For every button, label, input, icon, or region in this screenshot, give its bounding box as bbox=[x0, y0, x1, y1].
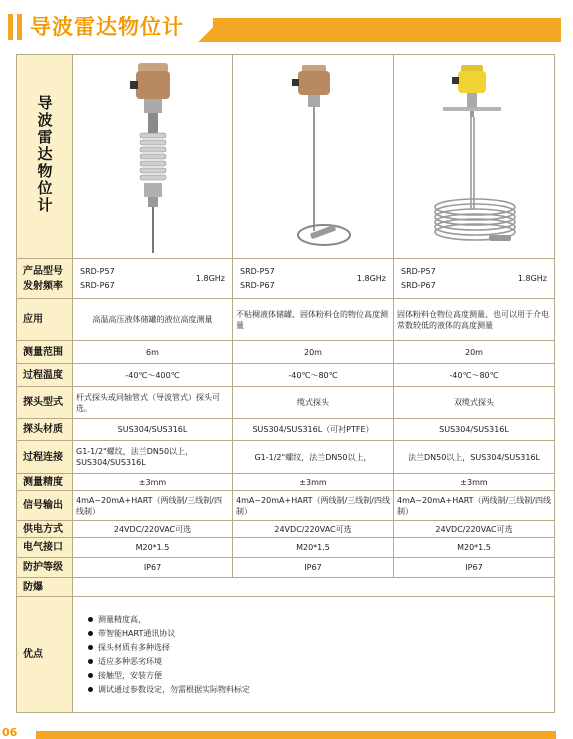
label-advantages: 优点 bbox=[17, 597, 73, 713]
page-footer bbox=[0, 726, 573, 739]
model-1a: SRD-P57 bbox=[80, 266, 115, 276]
value-electrical-1: M20*1.5 bbox=[73, 538, 233, 558]
value-accuracy-1: ±3mm bbox=[73, 474, 233, 491]
advantage-item: 接触型，安装方便 bbox=[88, 669, 551, 683]
row-connection bbox=[17, 441, 555, 474]
row-electrical bbox=[17, 538, 555, 558]
row-range bbox=[17, 341, 555, 364]
label-protection: 防护等级 bbox=[17, 558, 73, 578]
value-application-2: 不粘稠液体储罐、固体粉料仓的物位高度测量 bbox=[233, 299, 394, 341]
model-1b: SRD-P67 bbox=[80, 280, 115, 290]
footer-stripe bbox=[36, 731, 556, 739]
value-connection-1: G1-1/2"螺纹，法兰DN50以上，SUS304/SUS316L bbox=[73, 441, 233, 474]
value-power-1: 24VDC/220VAC可选 bbox=[73, 521, 233, 538]
product-image-3-cell bbox=[394, 55, 555, 259]
page-title: 导波雷达物位计 bbox=[30, 15, 184, 39]
value-temperature-2: -40℃～80℃ bbox=[233, 364, 394, 387]
value-protection-1: IP67 bbox=[73, 558, 233, 578]
row-probe-type bbox=[17, 387, 555, 419]
value-signal-3: 4mA~20mA+HART（两线制/三线制/四线制） bbox=[394, 491, 555, 521]
spec-table bbox=[16, 54, 555, 713]
row-probe-material bbox=[17, 419, 555, 441]
advantages-list bbox=[76, 613, 551, 697]
model-3a: SRD-P57 bbox=[401, 266, 436, 276]
value-range-1: 6m bbox=[73, 341, 233, 364]
label-model-frequency: 产品型号 发射频率 bbox=[17, 259, 73, 299]
value-protection-3: IP67 bbox=[394, 558, 555, 578]
advantage-item: 适应多种恶劣环境 bbox=[88, 655, 551, 669]
value-electrical-3: M20*1.5 bbox=[394, 538, 555, 558]
value-range-3: 20m bbox=[394, 341, 555, 364]
product-image-cable-probe bbox=[258, 59, 368, 255]
product-image-rod-probe bbox=[108, 59, 198, 255]
value-probe-type-3: 双缆式探头 bbox=[394, 387, 555, 419]
row-power bbox=[17, 521, 555, 538]
value-signal-2: 4mA~20mA+HART（两线制/三线制/四线制） bbox=[233, 491, 394, 521]
value-accuracy-3: ±3mm bbox=[394, 474, 555, 491]
advantages-cell bbox=[73, 597, 555, 713]
value-signal-1: 4mA~20mA+HART（两线制/三线制/四线制） bbox=[73, 491, 233, 521]
freq-3: 1.8GHz bbox=[517, 274, 547, 283]
row-temperature bbox=[17, 364, 555, 387]
row-protection bbox=[17, 558, 555, 578]
row-accuracy bbox=[17, 474, 555, 491]
image-row bbox=[17, 55, 555, 259]
label-explosion: 防爆 bbox=[17, 578, 73, 597]
freq-2: 1.8GHz bbox=[356, 274, 386, 283]
value-connection-3: 法兰DN50以上，SUS304/SUS316L bbox=[394, 441, 555, 474]
value-application-1: 高温高压液体储罐的液位高度测量 bbox=[73, 299, 233, 341]
side-title-cell bbox=[17, 55, 73, 259]
product-image-1-cell bbox=[73, 55, 233, 259]
page-number: 06 bbox=[2, 726, 18, 739]
value-explosion bbox=[73, 578, 555, 597]
value-probe-type-1: 杆式探头或同轴管式（导波管式）探头可选。 bbox=[73, 387, 233, 419]
value-protection-2: IP67 bbox=[233, 558, 394, 578]
value-temperature-1: -40℃～400℃ bbox=[73, 364, 233, 387]
advantage-item: 探头材质有多种选择 bbox=[88, 641, 551, 655]
model-3b: SRD-P67 bbox=[401, 280, 436, 290]
label-connection: 过程连接 bbox=[17, 441, 73, 474]
advantage-item: 带智能HART通讯协议 bbox=[88, 627, 551, 641]
side-title: 导波雷达物位计 bbox=[35, 95, 54, 214]
row-explosion bbox=[17, 578, 555, 597]
model-2a: SRD-P57 bbox=[240, 266, 275, 276]
label-accuracy: 测量精度 bbox=[17, 474, 73, 491]
cell-model-3 bbox=[394, 259, 555, 299]
value-probe-material-2: SUS304/SUS316L（可衬PTFE） bbox=[233, 419, 394, 441]
value-probe-type-2: 缆式探头 bbox=[233, 387, 394, 419]
row-advantages bbox=[17, 597, 555, 713]
label-probe-material: 探头材质 bbox=[17, 419, 73, 441]
freq-1: 1.8GHz bbox=[195, 274, 225, 283]
header-bar-left bbox=[8, 14, 13, 40]
header-bar-right bbox=[17, 14, 22, 40]
label-temperature: 过程温度 bbox=[17, 364, 73, 387]
label-range: 测量范围 bbox=[17, 341, 73, 364]
advantage-item: 测量精度高， bbox=[88, 613, 551, 627]
value-probe-material-3: SUS304/SUS316L bbox=[394, 419, 555, 441]
page-header bbox=[8, 10, 561, 44]
label-power: 供电方式 bbox=[17, 521, 73, 538]
value-accuracy-2: ±3mm bbox=[233, 474, 394, 491]
cell-model-2 bbox=[233, 259, 394, 299]
product-image-2-cell bbox=[233, 55, 394, 259]
label-electrical: 电气接口 bbox=[17, 538, 73, 558]
cell-model-1 bbox=[73, 259, 233, 299]
value-application-3: 固体粉料仓物位高度测量、也可以用于介电常数较低的液体的高度测量 bbox=[394, 299, 555, 341]
value-power-3: 24VDC/220VAC可选 bbox=[394, 521, 555, 538]
label-signal: 信号输出 bbox=[17, 491, 73, 521]
label-application: 应用 bbox=[17, 299, 73, 341]
row-application bbox=[17, 299, 555, 341]
row-signal bbox=[17, 491, 555, 521]
value-power-2: 24VDC/220VAC可选 bbox=[233, 521, 394, 538]
value-temperature-3: -40℃～80℃ bbox=[394, 364, 555, 387]
value-range-2: 20m bbox=[233, 341, 394, 364]
row-model-frequency bbox=[17, 259, 555, 299]
advantage-item: 调试通过参数设定，勿需根据实际物料标定 bbox=[88, 683, 551, 697]
model-2b: SRD-P67 bbox=[240, 280, 275, 290]
value-connection-2: G1-1/2"螺纹，法兰DN50以上， bbox=[233, 441, 394, 474]
value-probe-material-1: SUS304/SUS316L bbox=[73, 419, 233, 441]
value-electrical-2: M20*1.5 bbox=[233, 538, 394, 558]
label-probe-type: 探头型式 bbox=[17, 387, 73, 419]
header-stripe bbox=[213, 18, 561, 42]
product-image-twin-cable-probe bbox=[409, 59, 539, 255]
